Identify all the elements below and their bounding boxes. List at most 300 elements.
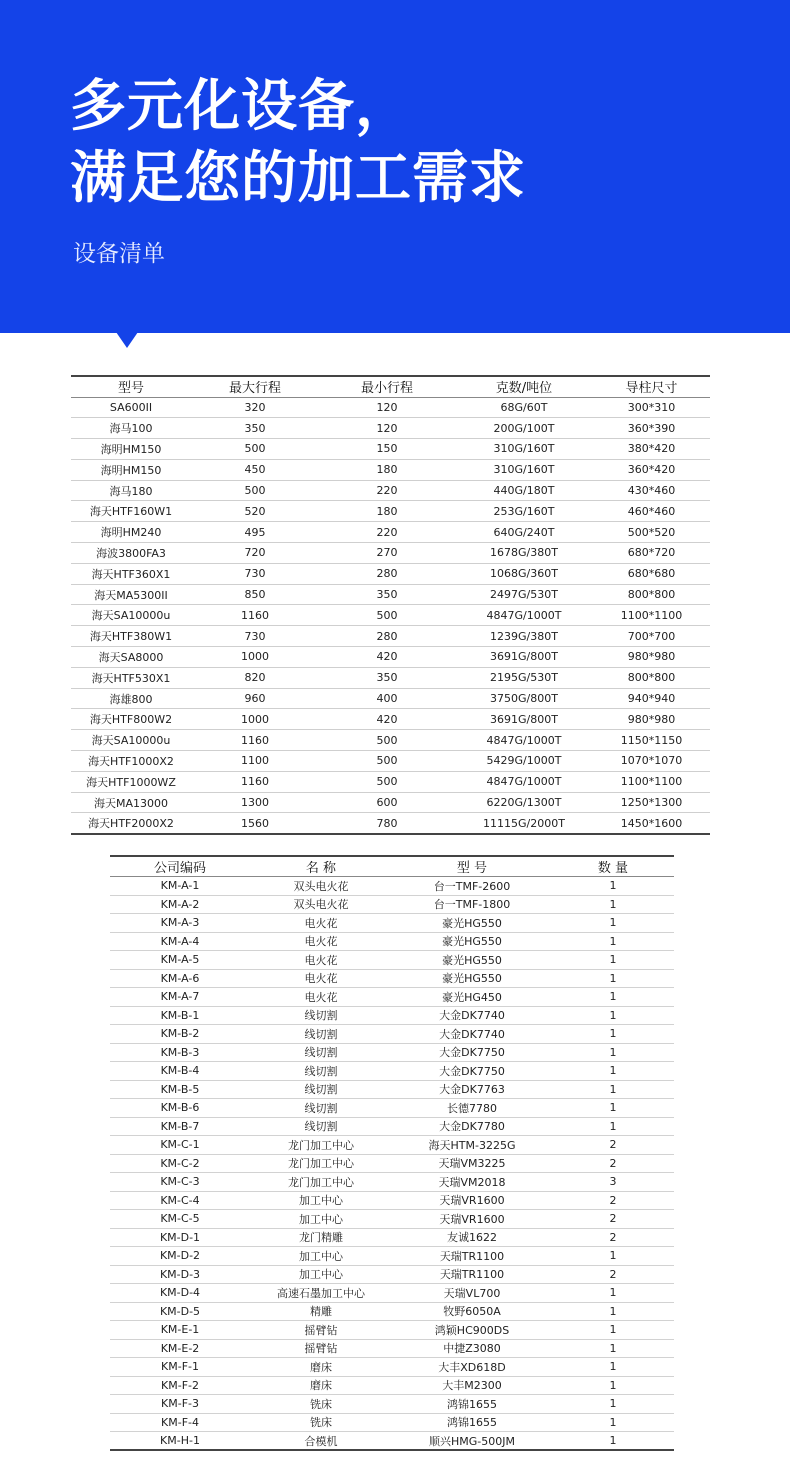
- cell-model: 海明HM150: [100, 463, 162, 477]
- cell-company-code: KM-A-5: [160, 953, 200, 967]
- cell-tie-bar-size: 1070*1070: [620, 754, 683, 768]
- cell-min-stroke: 180: [376, 463, 398, 477]
- cell-model: 大金DK7750: [439, 1046, 505, 1060]
- cell-tie-bar-size: 980*980: [627, 650, 676, 664]
- cell-min-stroke: 350: [376, 671, 398, 685]
- cell-min-stroke: 120: [376, 400, 398, 414]
- cell-quantity: 1: [609, 1341, 617, 1355]
- cell-company-code: KM-H-1: [160, 1434, 200, 1447]
- cell-tie-bar-size: 680*680: [627, 567, 676, 581]
- cell-company-code: KM-F-3: [161, 1397, 199, 1411]
- cell-min-stroke: 280: [376, 567, 398, 581]
- cell-company-code: KM-F-2: [161, 1378, 199, 1392]
- cell-model: 天瑞VM2018: [438, 1175, 506, 1189]
- table-row: [110, 1099, 674, 1118]
- cell-quantity: 1: [609, 1027, 617, 1041]
- hero-banner: [0, 0, 790, 333]
- cell-max-stroke: 500: [244, 442, 266, 456]
- table-row: [71, 543, 710, 564]
- cell-shot-tonnage: 6220G/1300T: [486, 796, 562, 810]
- cell-model: 海天HTM-3225G: [428, 1138, 516, 1152]
- cell-name: 加工中心: [299, 1212, 343, 1226]
- cell-company-code: KM-A-7: [160, 990, 200, 1004]
- equipment-table: [110, 855, 674, 1451]
- cell-company-code: KM-A-3: [160, 916, 200, 930]
- cell-model: 天瑞VR1600: [439, 1212, 505, 1226]
- cell-tie-bar-size: 430*460: [627, 484, 676, 498]
- header-quantity: 数 量: [597, 861, 629, 876]
- cell-shot-tonnage: 4847G/1000T: [486, 608, 562, 622]
- cell-company-code: KM-B-7: [160, 1119, 200, 1133]
- cell-model: 顺兴HMG-500JM: [429, 1434, 515, 1448]
- cell-model: 豪光HG550: [442, 953, 502, 967]
- cell-name: 线切割: [304, 1027, 338, 1041]
- cell-min-stroke: 500: [376, 775, 398, 789]
- cell-quantity: 1: [609, 990, 617, 1004]
- cell-quantity: 1: [609, 1304, 617, 1318]
- cell-max-stroke: 960: [244, 692, 266, 706]
- header-model: 型 号: [456, 861, 488, 876]
- cell-quantity: 2: [609, 1230, 617, 1244]
- cell-model: 海天HTF360X1: [91, 567, 171, 581]
- table-row: [110, 1210, 674, 1229]
- cell-quantity: 2: [609, 1156, 617, 1170]
- cell-tie-bar-size: 360*420: [627, 463, 676, 477]
- cell-quantity: 1: [609, 1378, 617, 1392]
- cell-tie-bar-size: 800*800: [627, 588, 676, 602]
- cell-shot-tonnage: 1239G/380T: [490, 629, 558, 643]
- cell-company-code: KM-D-1: [159, 1230, 201, 1244]
- cell-quantity: 3: [609, 1175, 617, 1189]
- table-row: [110, 1025, 674, 1044]
- cell-company-code: KM-D-2: [159, 1249, 201, 1263]
- cell-max-stroke: 1160: [241, 775, 269, 789]
- cell-company-code: KM-C-4: [160, 1193, 200, 1207]
- injection-machine-table: [71, 375, 710, 835]
- cell-model: 大金DK7780: [439, 1120, 505, 1134]
- equipment-rows: [110, 877, 674, 1451]
- cell-company-code: KM-F-4: [161, 1415, 199, 1429]
- cell-model: 海天MA5300II: [94, 588, 168, 602]
- cell-company-code: KM-B-1: [160, 1008, 200, 1022]
- cell-name: 线切割: [304, 1064, 338, 1078]
- table-row: [110, 1395, 674, 1414]
- cell-shot-tonnage: 200G/100T: [493, 421, 555, 435]
- table-header-row: [110, 856, 674, 877]
- cell-max-stroke: 730: [244, 567, 266, 581]
- table-row: [110, 1006, 674, 1025]
- cell-company-code: KM-B-3: [160, 1045, 200, 1059]
- cell-tie-bar-size: 460*460: [627, 504, 676, 518]
- cell-model: 天瑞TR1100: [439, 1249, 505, 1263]
- cell-model: 海天SA8000: [98, 650, 164, 664]
- cell-quantity: 2: [609, 1193, 617, 1207]
- cell-company-code: KM-D-4: [159, 1286, 201, 1300]
- cell-quantity: 1: [609, 1249, 617, 1263]
- table-row: [71, 605, 710, 626]
- cell-shot-tonnage: 4847G/1000T: [486, 775, 562, 789]
- table-row: [71, 459, 710, 480]
- cell-shot-tonnage: 68G/60T: [500, 400, 548, 414]
- cell-tie-bar-size: 300*310: [627, 400, 676, 414]
- cell-name: 线切割: [304, 1046, 338, 1060]
- cell-model: 海雄800: [109, 692, 153, 706]
- table-row: [71, 688, 710, 709]
- cell-name: 线切割: [304, 1083, 338, 1097]
- cell-quantity: 1: [609, 897, 617, 911]
- table-header-row: [71, 376, 710, 397]
- cell-company-code: KM-B-6: [160, 1101, 200, 1115]
- header-company-code: 公司编码: [153, 861, 206, 876]
- cell-min-stroke: 220: [376, 484, 398, 498]
- cell-model: 大金DK7740: [439, 1027, 505, 1041]
- cell-company-code: KM-D-3: [159, 1267, 201, 1281]
- cell-model: 台一TMF-1800: [433, 898, 511, 912]
- table-row: [71, 439, 710, 460]
- cell-quantity: 1: [609, 1064, 617, 1078]
- cell-tie-bar-size: 1450*1600: [620, 816, 683, 830]
- table-row: [71, 563, 710, 584]
- cell-min-stroke: 150: [376, 442, 398, 456]
- cell-quantity: 2: [609, 1138, 617, 1152]
- table-row: [110, 1080, 674, 1099]
- table-row: [110, 1358, 674, 1377]
- table-row: [71, 418, 710, 439]
- cell-max-stroke: 1160: [241, 608, 269, 622]
- table-row: [71, 522, 710, 543]
- table-row: [110, 1117, 674, 1136]
- cell-name: 磨床: [310, 1360, 332, 1374]
- table-row: [71, 667, 710, 688]
- cell-shot-tonnage: 3750G/800T: [490, 692, 558, 706]
- cell-max-stroke: 1100: [241, 754, 269, 768]
- cell-model: 海天HTF2000X2: [88, 817, 174, 831]
- cell-shot-tonnage: 640G/240T: [493, 525, 555, 539]
- cell-name: 精雕: [310, 1305, 332, 1319]
- table-row: [71, 709, 710, 730]
- headline-line-1: 多元化设备，: [70, 74, 412, 139]
- cell-name: 电火花: [304, 990, 338, 1004]
- cell-company-code: KM-B-4: [160, 1064, 200, 1078]
- table-row: [110, 1265, 674, 1284]
- cell-min-stroke: 500: [376, 608, 398, 622]
- table-row: [71, 626, 710, 647]
- cell-quantity: 1: [609, 1045, 617, 1059]
- table-row: [71, 751, 710, 772]
- cell-name: 线切割: [304, 1101, 338, 1115]
- cell-model: 大丰XD618D: [438, 1360, 506, 1374]
- cell-name: 铣床: [310, 1416, 332, 1430]
- table-row: [71, 584, 710, 605]
- cell-company-code: KM-A-4: [160, 934, 200, 948]
- cell-model: 天瑞VL700: [443, 1286, 501, 1300]
- cell-company-code: KM-B-2: [160, 1027, 200, 1041]
- table-row: [71, 647, 710, 668]
- cell-name: 龙门加工中心: [288, 1157, 354, 1171]
- cell-tie-bar-size: 700*700: [627, 629, 676, 643]
- cell-name: 线切割: [304, 1120, 338, 1134]
- cell-model: 天瑞TR1100: [439, 1268, 505, 1282]
- cell-company-code: KM-B-5: [160, 1082, 200, 1096]
- banner-pointer: [116, 332, 138, 348]
- table-row: [71, 501, 710, 522]
- cell-quantity: 1: [609, 971, 617, 985]
- table-row: [71, 813, 710, 834]
- cell-quantity: 1: [609, 1286, 617, 1300]
- cell-name: 龙门加工中心: [288, 1138, 354, 1152]
- cell-name: 加工中心: [299, 1249, 343, 1263]
- cell-model: 友诚1622: [447, 1231, 497, 1245]
- cell-name: 电火花: [304, 953, 338, 967]
- cell-max-stroke: 820: [244, 671, 266, 685]
- cell-shot-tonnage: 2497G/530T: [490, 588, 558, 602]
- cell-tie-bar-size: 980*980: [627, 712, 676, 726]
- cell-model: 天瑞VR1600: [439, 1194, 505, 1208]
- cell-model: 豪光HG550: [442, 916, 502, 930]
- header-min-stroke: 最小行程: [360, 381, 413, 397]
- cell-tie-bar-size: 1100*1100: [620, 775, 683, 789]
- header-tie-bar-size: 导柱尺寸: [625, 381, 678, 397]
- cell-shot-tonnage: 2195G/530T: [490, 671, 558, 685]
- cell-quantity: 1: [609, 1082, 617, 1096]
- cell-name: 双头电火花: [293, 879, 349, 893]
- cell-min-stroke: 500: [376, 754, 398, 768]
- cell-model: 海天HTF800W2: [89, 713, 173, 727]
- table-row: [71, 480, 710, 501]
- cell-model: 海马180: [109, 484, 153, 498]
- table-row: [110, 1376, 674, 1395]
- table-row: [71, 792, 710, 813]
- cell-model: 大金DK7740: [439, 1009, 505, 1023]
- cell-shot-tonnage: 253G/160T: [493, 504, 555, 518]
- cell-quantity: 2: [609, 1267, 617, 1281]
- cell-max-stroke: 520: [244, 504, 266, 518]
- cell-name: 磨床: [310, 1379, 332, 1393]
- cell-model: 海天HTF1000X2: [88, 754, 174, 768]
- cell-model: 鸿锦1655: [447, 1416, 497, 1430]
- cell-quantity: 1: [609, 934, 617, 948]
- table-row: [110, 932, 674, 951]
- cell-quantity: 1: [609, 1323, 617, 1337]
- cell-model: 大金DK7750: [439, 1064, 505, 1078]
- cell-quantity: 1: [609, 953, 617, 967]
- cell-name: 摇臂钻: [304, 1342, 338, 1356]
- cell-model: 豪光HG550: [442, 972, 502, 986]
- cell-shot-tonnage: 440G/180T: [493, 484, 555, 498]
- cell-quantity: 1: [609, 879, 617, 893]
- cell-max-stroke: 350: [244, 421, 266, 435]
- cell-min-stroke: 180: [376, 504, 398, 518]
- cell-tie-bar-size: 360*390: [627, 421, 676, 435]
- table-row: [110, 1173, 674, 1192]
- cell-model: 海天HTF530X1: [91, 671, 171, 685]
- cell-name: 电火花: [304, 935, 338, 949]
- cell-max-stroke: 320: [244, 400, 266, 414]
- cell-tie-bar-size: 1150*1150: [620, 733, 683, 747]
- table-row: [110, 988, 674, 1007]
- cell-company-code: KM-A-2: [160, 897, 200, 911]
- cell-model: 海天HTF1000WZ: [86, 775, 176, 789]
- cell-model: 海天SA10000u: [91, 734, 171, 748]
- table-row: [110, 895, 674, 914]
- cell-model: 鸿颖HC900DS: [434, 1323, 510, 1337]
- cell-model: 海天MA13000: [93, 796, 168, 810]
- cell-shot-tonnage: 4847G/1000T: [486, 733, 562, 747]
- cell-shot-tonnage: 310G/160T: [493, 463, 555, 477]
- cell-tie-bar-size: 500*520: [627, 525, 676, 539]
- cell-name: 双头电火花: [293, 898, 349, 912]
- header-max-stroke: 最大行程: [228, 381, 281, 397]
- cell-quantity: 1: [609, 1101, 617, 1115]
- header-shot-tonnage: 克数/吨位: [495, 381, 553, 397]
- cell-model: 海天HTF380W1: [89, 630, 173, 644]
- cell-max-stroke: 1560: [241, 816, 269, 830]
- cell-name: 电火花: [304, 972, 338, 986]
- cell-company-code: KM-D-5: [159, 1304, 201, 1318]
- table-row: [110, 1136, 674, 1155]
- cell-shot-tonnage: 1678G/380T: [490, 546, 558, 560]
- cell-name: 摇臂钻: [304, 1323, 338, 1337]
- cell-name: 加工中心: [299, 1268, 343, 1282]
- injection-machine-rows: [71, 397, 710, 834]
- cell-name: 高速石墨加工中心: [277, 1286, 365, 1300]
- header-name: 名 称: [305, 861, 337, 876]
- table-row: [110, 1432, 674, 1451]
- cell-quantity: 1: [609, 1415, 617, 1429]
- cell-tie-bar-size: 940*940: [627, 692, 676, 706]
- cell-model: 海明HM240: [100, 526, 162, 540]
- cell-company-code: KM-F-1: [161, 1360, 199, 1374]
- cell-company-code: KM-E-2: [160, 1341, 200, 1355]
- cell-model: 天瑞VM3225: [438, 1157, 506, 1171]
- cell-max-stroke: 1160: [241, 733, 269, 747]
- table-row: [110, 1247, 674, 1266]
- cell-tie-bar-size: 1250*1300: [620, 796, 683, 810]
- cell-max-stroke: 1300: [241, 796, 269, 810]
- cell-model: 大金DK7763: [439, 1083, 505, 1097]
- cell-min-stroke: 280: [376, 629, 398, 643]
- cell-shot-tonnage: 5429G/1000T: [486, 754, 562, 768]
- cell-min-stroke: 780: [376, 816, 398, 830]
- cell-company-code: KM-A-1: [160, 879, 200, 893]
- cell-min-stroke: 420: [376, 712, 398, 726]
- cell-max-stroke: 500: [244, 484, 266, 498]
- cell-max-stroke: 850: [244, 588, 266, 602]
- table-row: [110, 1191, 674, 1210]
- table-row: [110, 1043, 674, 1062]
- cell-quantity: 1: [609, 1397, 617, 1411]
- cell-max-stroke: 450: [244, 463, 266, 477]
- table-row: [110, 1154, 674, 1173]
- cell-min-stroke: 350: [376, 588, 398, 602]
- cell-name: 合模机: [304, 1434, 338, 1448]
- cell-min-stroke: 600: [376, 796, 398, 810]
- table-row: [110, 1062, 674, 1081]
- table-row: [110, 877, 674, 896]
- cell-model: 海波3800FA3: [96, 546, 166, 560]
- table-row: [110, 969, 674, 988]
- cell-quantity: 1: [609, 1434, 617, 1447]
- cell-quantity: 1: [609, 916, 617, 930]
- cell-model: 台一TMF-2600: [433, 879, 511, 893]
- cell-max-stroke: 1000: [241, 712, 269, 726]
- table-row: [110, 1228, 674, 1247]
- table-row: [110, 1302, 674, 1321]
- table-row: [110, 914, 674, 933]
- cell-model: 海天HTF160W1: [89, 505, 173, 519]
- cell-name: 加工中心: [299, 1194, 343, 1208]
- table-row: [110, 1321, 674, 1340]
- table-row: [110, 951, 674, 970]
- cell-shot-tonnage: 1068G/360T: [490, 567, 558, 581]
- table-row: [110, 1284, 674, 1303]
- cell-name: 龙门加工中心: [288, 1175, 354, 1189]
- cell-company-code: KM-C-1: [160, 1138, 200, 1152]
- cell-model: 海马100: [109, 422, 153, 436]
- cell-tie-bar-size: 680*720: [627, 546, 676, 560]
- table-row: [71, 397, 710, 418]
- cell-model: 豪光HG450: [442, 990, 502, 1004]
- table-row: [110, 1413, 674, 1432]
- cell-model: 鸿锦1655: [447, 1397, 497, 1411]
- cell-shot-tonnage: 3691G/800T: [490, 712, 558, 726]
- cell-quantity: 1: [609, 1119, 617, 1133]
- cell-min-stroke: 500: [376, 733, 398, 747]
- cell-shot-tonnage: 3691G/800T: [490, 650, 558, 664]
- cell-quantity: 1: [609, 1008, 617, 1022]
- section-subtitle: 设备清单: [73, 241, 165, 267]
- cell-max-stroke: 495: [244, 525, 266, 539]
- cell-name: 电火花: [304, 916, 338, 930]
- cell-model: 豪光HG550: [442, 935, 502, 949]
- table-row: [71, 771, 710, 792]
- cell-max-stroke: 720: [244, 546, 266, 560]
- cell-max-stroke: 1000: [241, 650, 269, 664]
- cell-max-stroke: 730: [244, 629, 266, 643]
- cell-min-stroke: 400: [376, 692, 398, 706]
- cell-quantity: 1: [609, 1360, 617, 1374]
- header-model: 型号: [117, 381, 144, 397]
- headline-line-2: 满足您的加工需求: [70, 146, 526, 211]
- cell-model: 长德7780: [447, 1101, 497, 1115]
- cell-name: 龙门精雕: [299, 1231, 343, 1245]
- cell-company-code: KM-C-5: [160, 1212, 200, 1226]
- cell-name: 铣床: [310, 1397, 332, 1411]
- cell-company-code: KM-C-2: [160, 1156, 200, 1170]
- cell-model: SA600II: [109, 400, 153, 414]
- cell-tie-bar-size: 1100*1100: [620, 608, 683, 622]
- table-row: [110, 1339, 674, 1358]
- cell-model: 中捷Z3080: [443, 1342, 501, 1356]
- cell-company-code: KM-E-1: [160, 1323, 200, 1337]
- cell-model: 牧野6050A: [443, 1305, 501, 1319]
- cell-min-stroke: 270: [376, 546, 398, 560]
- cell-name: 线切割: [304, 1009, 338, 1023]
- cell-company-code: KM-C-3: [160, 1175, 200, 1189]
- cell-min-stroke: 220: [376, 525, 398, 539]
- cell-model: 大丰M2300: [442, 1379, 502, 1393]
- cell-model: 海天SA10000u: [91, 609, 171, 623]
- table-row: [71, 730, 710, 751]
- cell-min-stroke: 120: [376, 421, 398, 435]
- cell-shot-tonnage: 310G/160T: [493, 442, 555, 456]
- cell-model: 海明HM150: [100, 442, 162, 456]
- cell-quantity: 2: [609, 1212, 617, 1226]
- cell-min-stroke: 420: [376, 650, 398, 664]
- cell-company-code: KM-A-6: [160, 971, 200, 985]
- cell-tie-bar-size: 380*420: [627, 442, 676, 456]
- cell-shot-tonnage: 11115G/2000T: [483, 816, 565, 830]
